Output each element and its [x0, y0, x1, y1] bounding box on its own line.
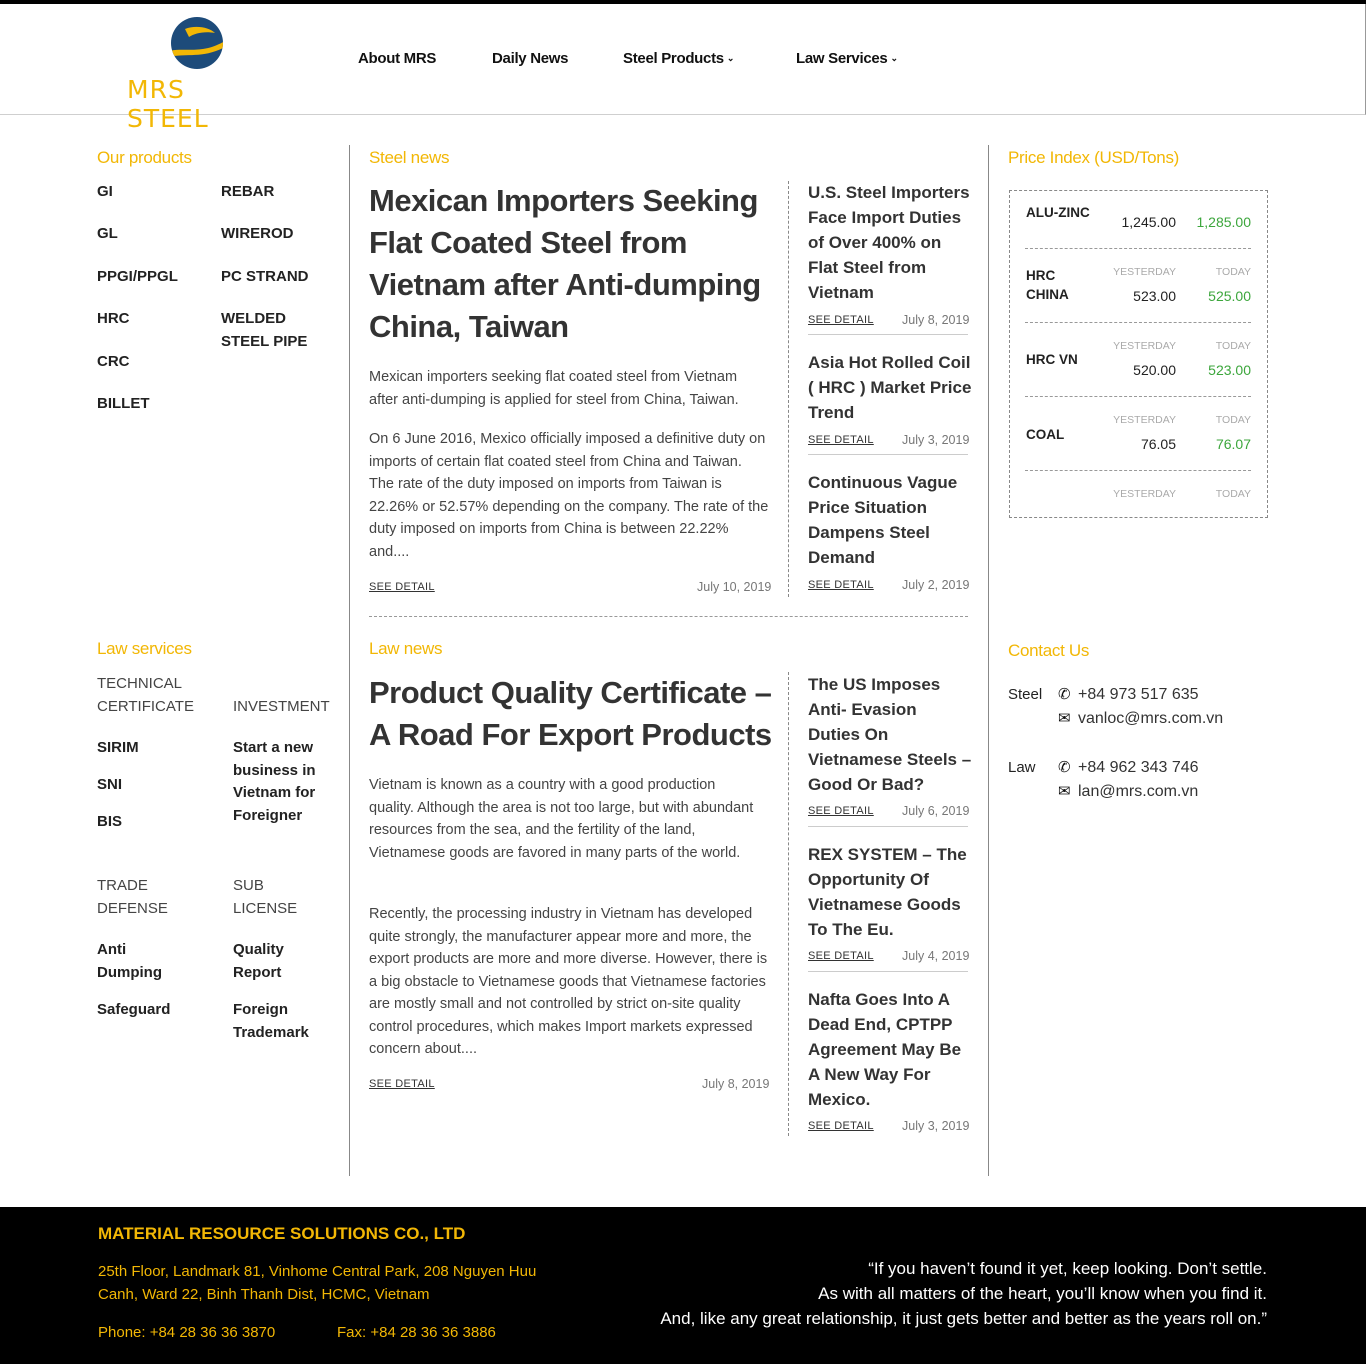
- logo-road-icon: [171, 17, 223, 69]
- law-news-title: Law news: [369, 639, 443, 658]
- contact-steel-phone-text: +84 973 517 635: [1078, 686, 1199, 703]
- law-side-headline-3[interactable]: Nafta Goes Into A Dead End, CPTPP Agreement May Be A New Way For Mexico.: [808, 990, 962, 1109]
- footer-quote-line-1: “If you haven’t found it yet, keep looking. Don’t settle.: [868, 1259, 1267, 1278]
- price-row-name: HRC CHINA: [1026, 268, 1069, 302]
- law-side-headline-1[interactable]: The US Imposes Anti- Evasion Duties On Vietnamese Steels – Good Or Bad?: [808, 675, 972, 794]
- law-item-sirim[interactable]: SIRIM: [97, 739, 139, 756]
- steel-news-main-date: July 10, 2019: [697, 580, 772, 594]
- steel-side-date-2: July 3, 2019: [902, 433, 970, 447]
- footer-quote-line-2: As with all matters of the heart, you’ll know when you find it.: [818, 1284, 1267, 1303]
- product-crc[interactable]: CRC: [97, 353, 130, 370]
- price-row-separator: [1025, 248, 1251, 249]
- law-side-date-3: July 3, 2019: [902, 1119, 970, 1133]
- product-gl[interactable]: GL: [97, 225, 118, 242]
- law-item-start-business[interactable]: Start a new business in Vietnam for Foreigner: [233, 739, 316, 824]
- mail-icon: ✉: [1058, 710, 1071, 727]
- chevron-down-icon: ⌄: [726, 53, 735, 63]
- yesterday-label: YESTERDAY: [1113, 414, 1176, 426]
- brand-logo[interactable]: [127, 17, 267, 133]
- steel-news-title: Steel news: [369, 148, 450, 167]
- news-section-separator: [369, 616, 968, 617]
- price-yesterday: 520.00: [1133, 362, 1176, 378]
- steel-news-divider: [788, 181, 789, 597]
- steel-side-see-detail-2[interactable]: SEE DETAIL: [808, 434, 874, 446]
- product-pc-strand[interactable]: PC STRAND: [221, 268, 309, 285]
- steel-news-main-summary: Mexican importers seeking flat coated steel from Vietnam after anti-dumping is applied for steel from China, Taiwan.: [369, 369, 739, 408]
- price-row-name: COAL: [1026, 427, 1065, 442]
- law-side-headline-2[interactable]: REX SYSTEM – The Opportunity Of Vietnamese Goods To The Eu.: [808, 845, 967, 939]
- footer-address: [98, 1261, 536, 1306]
- price-today: 525.00: [1208, 288, 1251, 304]
- footer-quote: [660, 1256, 1267, 1331]
- nav-steel-products-label: Steel Products: [623, 50, 724, 67]
- price-yesterday: 1,245.00: [1121, 214, 1176, 230]
- footer-phone: Phone: +84 28 36 36 3870: [98, 1324, 276, 1341]
- contact-steel-phone[interactable]: [1058, 685, 1199, 704]
- contact-steel-label: Steel: [1008, 686, 1043, 703]
- law-item-safeguard[interactable]: Safeguard: [97, 1001, 171, 1018]
- product-wirerod[interactable]: WIREROD: [221, 225, 294, 242]
- law-side-date-1: July 6, 2019: [902, 804, 970, 818]
- price-yesterday: 523.00: [1133, 288, 1176, 304]
- today-label: TODAY: [1215, 488, 1251, 500]
- nav-daily-news[interactable]: [492, 50, 568, 67]
- nav-law-services-label: Law Services: [796, 50, 888, 67]
- phone-icon: ✆: [1058, 759, 1071, 776]
- price-today: 76.07: [1215, 436, 1251, 452]
- nav-law-services[interactable]: [796, 50, 898, 67]
- contact-law-label: Law: [1008, 759, 1036, 776]
- law-side-see-detail-1[interactable]: SEE DETAIL: [808, 805, 874, 817]
- steel-news-main-see-detail[interactable]: SEE DETAIL: [369, 581, 435, 593]
- footer-address-line-1: 25th Floor, Landmark 81, Vinhome Central Park, 208 Nguyen Huu: [98, 1263, 537, 1280]
- yesterday-label: YESTERDAY: [1113, 488, 1176, 500]
- footer-fax: Fax: +84 28 36 36 3886: [337, 1324, 496, 1341]
- law-side-see-detail-3[interactable]: SEE DETAIL: [808, 1120, 874, 1132]
- law-news-divider: [788, 672, 789, 1136]
- product-welded-steel-pipe[interactable]: WELDED STEEL PIPE: [221, 310, 308, 350]
- price-today: 523.00: [1208, 362, 1251, 378]
- law-side-separator: [808, 826, 968, 827]
- steel-news-main-headline[interactable]: Mexican Importers Seeking Flat Coated Steel from Vietnam after Anti-dumping China, Taiwan: [369, 183, 761, 344]
- steel-side-see-detail-1[interactable]: SEE DETAIL: [808, 314, 874, 326]
- nav-about-label: About MRS: [358, 50, 437, 67]
- today-label: TODAY: [1215, 266, 1251, 278]
- law-item-quality-report[interactable]: Quality Report: [233, 941, 284, 981]
- contact-steel-email[interactable]: [1058, 709, 1223, 728]
- contact-law-email[interactable]: [1058, 782, 1198, 801]
- nav-daily-news-label: Daily News: [492, 50, 569, 67]
- law-news-main-date: July 8, 2019: [702, 1077, 770, 1091]
- column-divider-left: [349, 145, 350, 1176]
- contact-law-phone[interactable]: [1058, 758, 1199, 777]
- phone-icon: ✆: [1058, 686, 1071, 703]
- product-hrc[interactable]: HRC: [97, 310, 130, 327]
- steel-side-separator: [808, 334, 968, 335]
- price-yesterday: 76.05: [1140, 436, 1176, 452]
- steel-side-date-3: July 2, 2019: [902, 578, 970, 592]
- steel-side-headline-1[interactable]: U.S. Steel Importers Face Import Duties of Over 400% on Flat Steel from Vietnam: [808, 183, 970, 302]
- steel-side-headline-3[interactable]: Continuous Vague Price Situation Dampens Steel Demand: [808, 473, 958, 567]
- steel-side-headline-2[interactable]: Asia Hot Rolled Coil ( HRC ) Market Price Trend: [808, 353, 972, 422]
- footer-company-name: MATERIAL RESOURCE SOLUTIONS CO., LTD: [98, 1224, 466, 1243]
- law-cat-technical-certificate[interactable]: TECHNICAL CERTIFICATE: [97, 675, 194, 715]
- law-item-sni[interactable]: SNI: [97, 776, 123, 793]
- products-title: Our products: [97, 148, 192, 167]
- site-footer: [0, 1207, 1366, 1364]
- price-index-title: Price Index (USD/Tons): [1008, 148, 1180, 167]
- price-row-separator: [1025, 396, 1251, 397]
- nav-steel-products[interactable]: [623, 50, 734, 67]
- mail-icon: ✉: [1058, 783, 1071, 800]
- law-news-main-see-detail[interactable]: SEE DETAIL: [369, 1078, 435, 1090]
- steel-news-main-body: On 6 June 2016, Mexico officially imposed a definitive duty on imports of certain flat coated steel from China and Taiwan. The rate of the duty imposed on imports from Taiwan is 22.26% or 52.57% depending on the company. The rate of the duty imposed on imports from China is between 22.22% and....: [369, 431, 769, 560]
- contact-title: Contact Us: [1008, 641, 1090, 660]
- steel-side-date-1: July 8, 2019: [902, 313, 970, 327]
- law-item-anti-dumping[interactable]: Anti Dumping: [97, 941, 162, 981]
- price-today: 1,285.00: [1196, 214, 1251, 230]
- yesterday-label: YESTERDAY: [1113, 266, 1176, 278]
- contact-law-email-text: lan@mrs.com.vn: [1078, 783, 1199, 800]
- brand-name: MRS STEEL: [127, 75, 209, 133]
- today-label: TODAY: [1215, 340, 1251, 352]
- nav-about[interactable]: [358, 50, 436, 67]
- law-cat-investment[interactable]: INVESTMENT: [233, 698, 330, 715]
- law-side-see-detail-2[interactable]: SEE DETAIL: [808, 950, 874, 962]
- law-item-foreign-trademark[interactable]: Foreign Trademark: [233, 1001, 309, 1041]
- price-row-separator: [1025, 322, 1251, 323]
- law-side-separator: [808, 971, 968, 972]
- yesterday-label: YESTERDAY: [1113, 340, 1176, 352]
- steel-side-see-detail-3[interactable]: SEE DETAIL: [808, 579, 874, 591]
- footer-address-line-2: Canh, Ward 22, Binh Thanh Dist, HCMC, Vietnam: [98, 1285, 430, 1303]
- law-item-bis[interactable]: BIS: [97, 813, 123, 830]
- product-rebar[interactable]: REBAR: [221, 183, 275, 200]
- column-divider-right: [988, 145, 989, 1176]
- steel-side-separator: [808, 454, 968, 455]
- contact-steel-email-text: vanloc@mrs.com.vn: [1078, 710, 1224, 727]
- product-ppgi[interactable]: PPGI/PPGL: [97, 268, 178, 285]
- site-header: [0, 4, 1366, 133]
- law-side-date-2: July 4, 2019: [902, 949, 970, 963]
- law-cat-sub-license[interactable]: SUB LICENSE: [233, 877, 298, 917]
- price-row-name: HRC VN: [1026, 352, 1078, 367]
- today-label: TODAY: [1215, 414, 1251, 426]
- footer-quote-line-3: And, like any great relationship, it just gets better and better as the years roll on.”: [660, 1309, 1267, 1328]
- law-cat-trade-defense[interactable]: TRADE DEFENSE: [97, 877, 168, 917]
- law-news-main-body: Recently, the processing industry in Vietnam has developed quite strongly, the manufacturer appear more and more, the export products are more and more diverse. However, there is a big obstacle to Vietnamese goods that Vietnamese factories are mostly small and not controlled by strict on-site quality control procedures, which makes Import markets expressed concern about....: [369, 906, 768, 1057]
- product-billet[interactable]: BILLET: [97, 395, 150, 412]
- contact-law-phone-text: +84 962 343 746: [1078, 759, 1199, 776]
- product-gi[interactable]: GI: [97, 183, 113, 200]
- price-row-separator: [1025, 470, 1251, 471]
- law-news-main-summary: Vietnam is known as a country with a good production quality. Although the area is not too large, but with abundant resources from the sea, and the fertility of the land, Vietnamese goods are favored in many parts of the world.: [369, 777, 754, 861]
- law-news-main-headline[interactable]: Product Quality Certificate – A Road For Export Products: [369, 675, 772, 752]
- price-row-name: ALU-ZINC: [1026, 205, 1090, 220]
- chevron-down-icon: ⌄: [890, 53, 898, 63]
- law-services-title: Law services: [97, 639, 192, 658]
